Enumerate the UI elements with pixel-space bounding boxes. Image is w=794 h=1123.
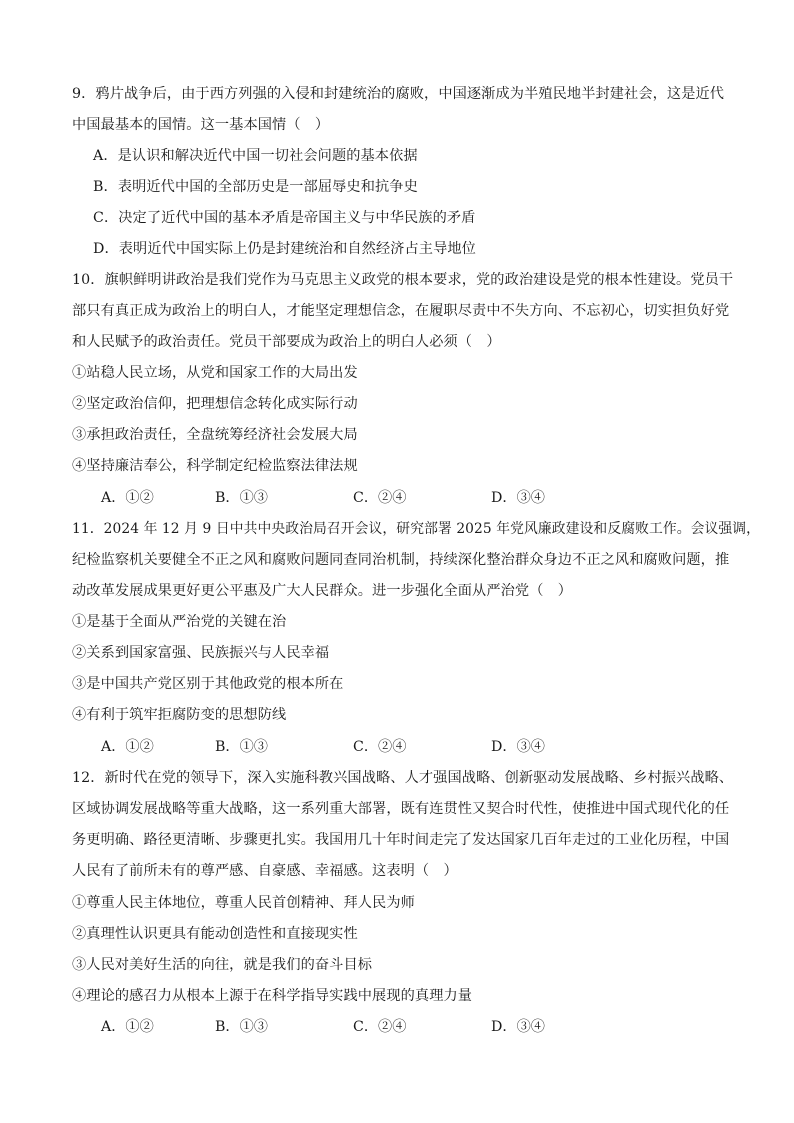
question-11-choice-c: C．②④	[353, 739, 407, 755]
question-10-item-3: ③承担政治责任，全盘统筹经济社会发展大局	[72, 427, 358, 443]
question-9-option-a: A．是认识和解决近代中国一切社会问题的基本依据	[93, 148, 418, 164]
question-9-stem-line-2: 中国最基本的国情。这一基本国情（ ）	[72, 117, 330, 133]
question-12-stem-line-1: 12．新时代在党的领导下，深入实施科教兴国战略、人才强国战略、创新驱动发展战略、乡村振兴战略、	[72, 770, 734, 786]
question-10-stem-line-2: 部只有真正成为政治上的明白人，才能坚定理想信念，在履职尽责中不失方向、不忘初心，切实担负好党	[72, 303, 730, 319]
question-11-stem-line-2: 纪检监察机关要健全不正之风和腐败问题同查同治机制，持续深化整治群众身边不正之风和腐败问题，推	[72, 552, 730, 568]
question-10-item-4: ④坚持廉洁奉公，科学制定纪检监察法律法规	[72, 458, 358, 474]
question-10-item-2: ②坚定政治信仰，把理想信念转化成实际行动	[72, 396, 358, 412]
question-11-stem-line-1: 11．2024 年 12 月 9 日中共中央政治局召开会议，研究部署 2025 年党风廉政建设和反腐败工作。会议强调，	[72, 521, 761, 537]
question-11-item-2: ②关系到国家富强、民族振兴与人民幸福	[72, 645, 330, 661]
question-9-option-c: C．决定了近代中国的基本矛盾是帝国主义与中华民族的矛盾	[93, 210, 476, 226]
question-11-item-3: ③是中国共产党区别于其他政党的根本所在	[72, 676, 344, 692]
question-12-item-4: ④理论的感召力从根本上源于在科学指导实践中展现的真理力量	[72, 988, 473, 1004]
question-12-choice-b: B．①③	[215, 1019, 268, 1035]
question-11-item-4: ④有利于筑牢拒腐防变的思想防线	[72, 707, 287, 723]
question-11-choice-b: B．①③	[215, 739, 268, 755]
question-10-stem-line-3: 和人民赋予的政治责任。党员干部要成为政治上的明白人必须（ ）	[72, 334, 501, 350]
question-12-item-2: ②真理性认识更具有能动创造性和直接现实性	[72, 926, 358, 942]
question-10-choice-c: C．②④	[353, 490, 407, 506]
question-10-stem-line-1: 10．旗帜鲜明讲政治是我们党作为马克思主义政党的根本要求，党的政治建设是党的根本性建设。党员干	[72, 272, 734, 288]
question-11-item-1: ①是基于全面从严治党的关键在治	[72, 614, 287, 630]
question-12-item-1: ①尊重人民主体地位，尊重人民首创精神、拜人民为师	[72, 895, 415, 911]
question-10-choice-b: B．①③	[215, 490, 268, 506]
question-12-choice-c: C．②④	[353, 1019, 407, 1035]
question-12-stem-line-2: 区域协调发展战略等重大战略，这一系列重大部署，既有连贯性又契合时代性，使推进中国式现代化的任	[72, 801, 730, 817]
question-11-choice-a: A．①②	[101, 739, 154, 755]
question-10-choice-a: A．①②	[101, 490, 154, 506]
question-9-option-b: B．表明近代中国的全部历史是一部屈辱史和抗争史	[93, 179, 418, 195]
question-10-item-1: ①站稳人民立场，从党和国家工作的大局出发	[72, 365, 358, 381]
question-12-stem-line-3: 务更明确、路径更清晰、步骤更扎实。我国用几十年时间走完了发达国家几百年走过的工业化历程，中国	[72, 832, 730, 848]
question-12-choice-a: A．①②	[101, 1019, 154, 1035]
question-12-choice-d: D．③④	[491, 1019, 545, 1035]
question-9-stem-line-1: 9．鸦片战争后，由于西方列强的入侵和封建统治的腐败，中国逐渐成为半殖民地半封建社会，这是近代	[72, 86, 725, 102]
question-12-stem-line-4: 人民有了前所未有的尊严感、自豪感、幸福感。这表明（ ）	[72, 863, 458, 879]
question-9-option-d: D．表明近代中国实际上仍是封建统治和自然经济占主导地位	[93, 241, 476, 257]
question-10-choice-d: D．③④	[491, 490, 545, 506]
question-11-choice-d: D．③④	[491, 739, 545, 755]
question-11-stem-line-3: 动改革发展成果更好更公平惠及广大人民群众。进一步强化全面从严治党（ ）	[72, 583, 573, 599]
question-12-item-3: ③人民对美好生活的向往，就是我们的奋斗目标	[72, 957, 373, 973]
